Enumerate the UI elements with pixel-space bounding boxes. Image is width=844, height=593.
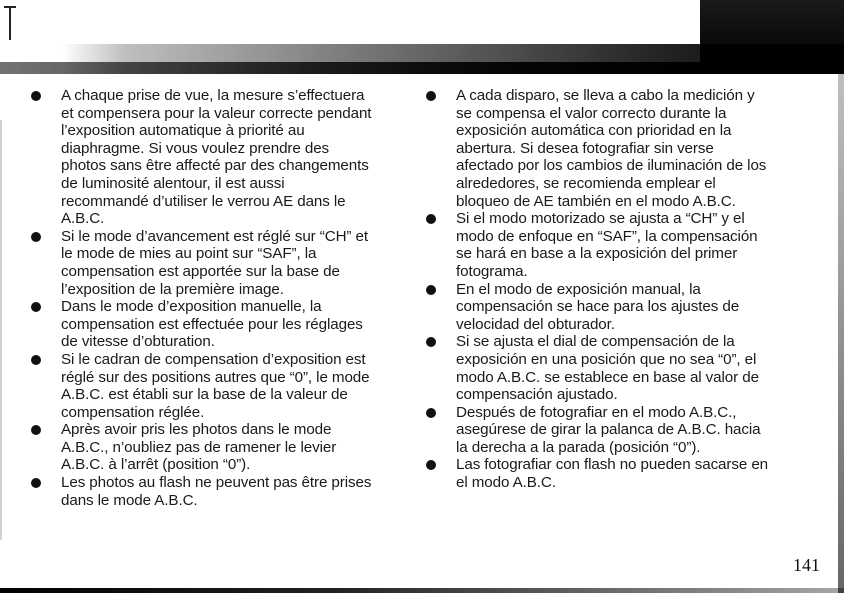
text-line: afectado por los cambios de iluminación de los (456, 157, 767, 175)
text-line: de luminosité alentour, il est aussi (61, 174, 285, 192)
text-line: Dans le mode d’exposition manuelle, la (61, 298, 322, 316)
bullet-icon (31, 425, 41, 435)
text-line: photos sans être affecté par des changements (61, 157, 369, 175)
text-line: A.B.C., n’oubliez pas de ramener le levier (61, 438, 337, 456)
list-item (31, 87, 401, 228)
text-line: compensación ajustado. (456, 386, 618, 404)
text-line: A.B.C. est établi sur la base de la valeur de (61, 386, 348, 404)
text-line: Après avoir pris les photos dans le mode (61, 421, 332, 439)
bullet-icon (31, 355, 41, 365)
bullet-icon (426, 285, 436, 295)
text-line: recommandé d’utiliser le verrou AE dans le (61, 192, 346, 210)
text-line: compensación se hace para los ajustes de (456, 298, 740, 316)
text-line: compensation est effectuée pour les réglages (61, 315, 363, 333)
text-line: Si le cadran de compensation d’exposition est (61, 350, 366, 368)
text-line: la derecha a la parada (posición “0”). (456, 438, 701, 456)
scan-edge-right (838, 74, 844, 593)
text-line: Después de fotografiar en el modo A.B.C., (456, 403, 737, 421)
text-line: Las fotografiar con flash no pueden sacarse en (456, 456, 769, 474)
list-item (31, 298, 401, 351)
text-line: asegúrese de girar la palanca de A.B.C. hacia (456, 421, 761, 439)
bullet-icon (31, 302, 41, 312)
list-item (426, 404, 796, 457)
text-line: diaphragme. Si vous voulez prendre des (61, 139, 330, 157)
text-line: modo A.B.C. se establece en base al valor de (456, 368, 759, 386)
text-line: se compensa el valor correcto durante la (456, 104, 727, 122)
text-line: modo de enfoque en “SAF”, la compensación (456, 227, 758, 245)
list-item (31, 421, 401, 474)
list-item (426, 456, 796, 491)
text-line: compensation est apportée sur la base de (61, 262, 340, 280)
bullet-icon (426, 408, 436, 418)
text-line: el modo A.B.C. (456, 474, 556, 492)
text-line: abertura. Si desea fotografiar sin verse (456, 139, 714, 157)
binding-mark-icon (2, 2, 18, 42)
french-column (31, 87, 401, 509)
spanish-column (426, 87, 796, 492)
text-line: réglé sur des positions autres que “0”, le mode (61, 368, 370, 386)
list-item (31, 228, 401, 298)
text-line: velocidad del obturador. (456, 315, 615, 333)
list-item (426, 210, 796, 280)
text-line: A.B.C. à l’arrêt (position “0”). (61, 456, 251, 474)
bullet-icon (31, 478, 41, 488)
text-line: Si le mode d’avancement est réglé sur “CH” et (61, 227, 368, 245)
bullet-icon (426, 460, 436, 470)
text-line: exposición en una posición que no sea “0”, el (456, 350, 757, 368)
french-bullet-list (31, 87, 401, 509)
spanish-bullet-list (426, 87, 796, 492)
scan-edge-left (0, 120, 2, 540)
text-line: dans le mode A.B.C. (61, 491, 198, 509)
text-line: En el modo de exposición manual, la (456, 280, 701, 298)
bullet-icon (426, 337, 436, 347)
text-line: et compensera pour la valeur correcte pendant (61, 104, 372, 122)
bullet-icon (426, 91, 436, 101)
text-line: exposición automática con prioridad en la (456, 122, 732, 140)
text-line: A cada disparo, se lleva a cabo la medición y (456, 87, 755, 104)
text-line: le mode de mies au point sur “SAF”, la (61, 245, 317, 263)
bullet-icon (31, 232, 41, 242)
text-line: compensation réglée. (61, 403, 205, 421)
text-line: de vitesse d’obturation. (61, 333, 215, 351)
text-line: fotograma. (456, 262, 528, 280)
text-line: bloqueo de AE también en el modo A.B.C. (456, 192, 736, 210)
text-line: Les photos au flash ne peuvent pas être prises (61, 474, 372, 492)
list-item (426, 87, 796, 210)
text-line: l’exposition automatique à priorité au (61, 122, 305, 140)
text-line: A chaque prise de vue, la mesure s’effectuera (61, 87, 365, 104)
scan-shadow-corner (700, 0, 844, 74)
text-line: l’exposition de la première image. (61, 280, 284, 298)
text-line: alrededores, se recomienda emplear el (456, 174, 716, 192)
bullet-icon (426, 214, 436, 224)
list-item (31, 474, 401, 509)
text-line: se hará en base a la exposición del primer (456, 245, 738, 263)
text-line: Si el modo motorizado se ajusta a “CH” y el (456, 210, 745, 228)
text-line: A.B.C. (61, 210, 105, 228)
list-item (31, 351, 401, 421)
scan-edge-bottom (0, 588, 844, 593)
list-item (426, 281, 796, 334)
bullet-icon (31, 91, 41, 101)
page-number: 141 (793, 555, 820, 575)
text-line: Si se ajusta el dial de compensación de la (456, 333, 735, 351)
list-item (426, 333, 796, 403)
